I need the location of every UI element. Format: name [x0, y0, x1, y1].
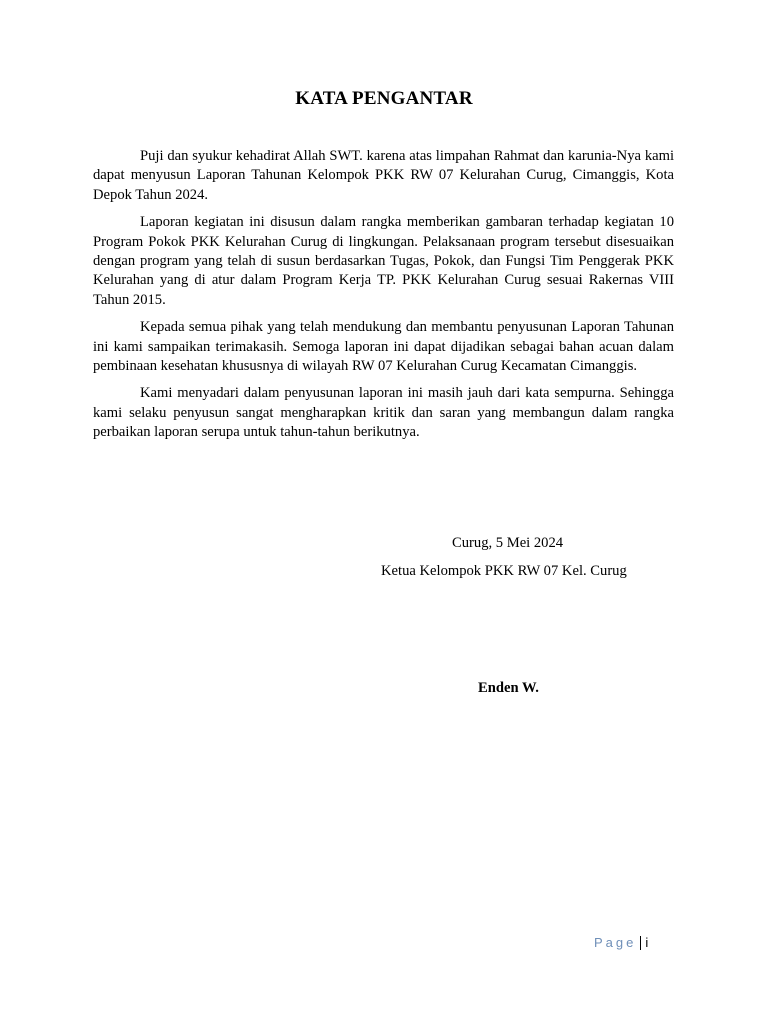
page-footer [594, 935, 648, 950]
page-number: i [645, 935, 649, 950]
paragraph-2: Laporan kegiatan ini disusun dalam rangka memberikan gambaran terhadap kegiatan 10 Program Pokok PKK Kelurahan Curug di lingkungan. Pelaksanaan program tersebut disesuaikan dengan program yang telah di susun berdasarkan Tugas, Pokok, dan Fungsi Tim Penggerak PKK Kelurahan yang di atur dalam Program Kerja TP. PKK Kelurahan Curug sesuai Rakernas VIII Tahun 2015. [93, 214, 674, 308]
paragraph-3: Kepada semua pihak yang telah mendukung dan membantu penyusunan Laporan Tahunan ini kami sampaikan terimakasih. Semoga laporan ini dapat dijadikan sebagai bahan acuan dalam pembinaan kesehatan khususnya di wilayah RW 07 Kelurahan Curug Kecamatan Cimanggis. [93, 319, 674, 375]
paragraph-1: Puji dan syukur kehadirat Allah SWT. karena atas limpahan Rahmat dan karunia-Nya kami dapat menyusun Laporan Tahunan Kelompok PKK RW 07 Kelurahan Curug, Cimanggis, Kota Depok Tahun 2024. [93, 148, 674, 203]
body-text [93, 147, 674, 451]
signature-name: Enden W. [478, 680, 539, 696]
signature-place-date: Curug, 5 Mei 2024 [452, 535, 564, 551]
paragraph-4: Kami menyadari dalam penyusunan laporan ini masih jauh dari kata sempurna. Sehingga kami selaku penyusun sangat mengharapkan kritik dan saran yang membangun dalam rangka perbaikan laporan serupa untuk tahun-tahun berikutnya. [93, 385, 674, 441]
page-label: Page [594, 935, 637, 950]
page-title: KATA PENGANTAR [295, 88, 473, 109]
footer-separator [640, 936, 641, 950]
signature-role: Ketua Kelompok PKK RW 07 Kel. Curug [381, 563, 627, 579]
